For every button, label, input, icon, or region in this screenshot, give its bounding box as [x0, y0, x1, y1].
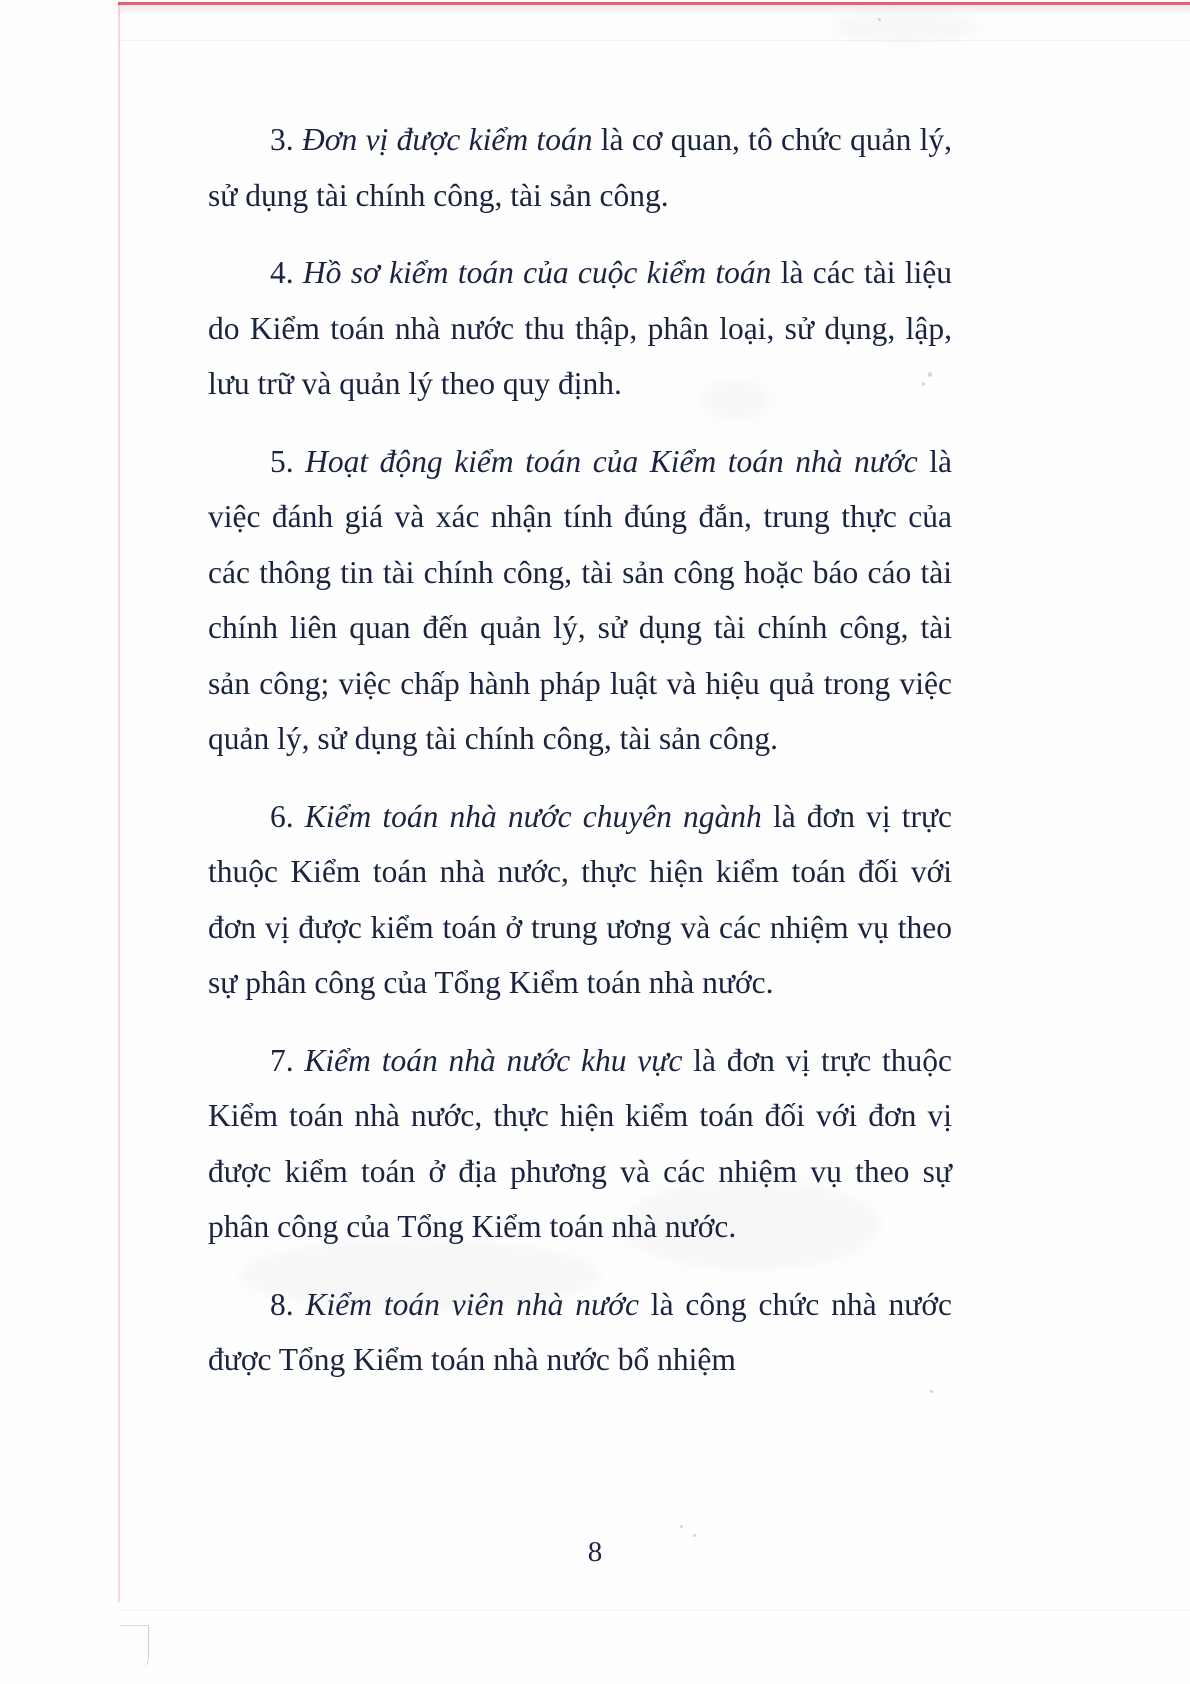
- scan-stripe: [118, 40, 1190, 41]
- scan-stripe: [118, 1610, 1190, 1611]
- clause-number: 4.: [270, 255, 294, 290]
- page-number: 8: [587, 1536, 603, 1568]
- clause-body: là các tài liệu do Kiểm toán nhà nước thu thập, phân loại, sử dụng, lập, lưu trữ và quản lý theo quy định.: [208, 255, 952, 401]
- scan-blotch: [830, 12, 980, 42]
- scan-speck: [878, 18, 881, 21]
- clause-number: 3.: [270, 122, 294, 157]
- clause-body: là công chức nhà nước được Tổng Kiểm toán nhà nước bổ nhiệm: [208, 1286, 952, 1377]
- clause-number: 6.: [270, 798, 294, 834]
- paragraph-clause-5: [208, 434, 952, 767]
- paragraph-clause-4: [208, 245, 952, 412]
- defined-term: Kiểm toán nhà nước chuyên ngành: [304, 798, 762, 834]
- paragraph-clause-7: [208, 1033, 952, 1255]
- scan-speck: [930, 1390, 933, 1393]
- clause-body: là cơ quan, tô chức quản lý, sử dụng tài chính công, tài sản công.: [208, 122, 953, 213]
- paragraph-clause-3: [208, 112, 952, 223]
- clause-body: là đơn vị trực thuộc Kiểm toán nhà nước, thực hiện kiểm toán đối với đơn vị được kiểm toán ở địa phương và các nhiệm vụ theo sự phân công của Tổng Kiểm toán nhà nước.: [208, 1042, 953, 1244]
- defined-term: Hoạt động kiểm toán của Kiểm toán nhà nước: [305, 443, 918, 479]
- defined-term: Hồ sơ kiểm toán của cuộc kiểm toán: [302, 255, 772, 290]
- clause-body: là đơn vị trực thuộc Kiểm toán nhà nước, thực hiện kiểm toán đối với đơn vị được kiểm toán ở trung ương và các nhiệm vụ theo sự phân công của Tổng Kiểm toán nhà nước.: [208, 798, 953, 1000]
- page-edge-left-red-line: [118, 2, 120, 1602]
- scan-speck: [680, 1525, 683, 1528]
- defined-term: Đơn vị được kiểm toán: [301, 122, 593, 157]
- clause-body: là việc đánh giá và xác nhận tính đúng đắn, trung thực của các thông tin tài chính công, tài sản công hoặc báo cáo tài chính liên quan đến quản lý, sử dụng tài chính công, tài sản công; việc chấp hành pháp luật và hiệu quả trong việc quản lý, sử dụng tài chính công, tài sản công.: [208, 443, 953, 756]
- paragraph-clause-6: [208, 789, 952, 1011]
- defined-term: Kiểm toán nhà nước khu vực: [304, 1042, 683, 1078]
- page-corner-mark: [120, 1625, 149, 1668]
- clause-number: 5.: [270, 443, 294, 479]
- page-edge-top-shadow: [118, 5, 1190, 15]
- paragraph-clause-8: [208, 1277, 952, 1388]
- defined-term: Kiểm toán viên nhà nước: [305, 1286, 639, 1322]
- document-body-text: [208, 112, 952, 1388]
- clause-number: 8.: [270, 1286, 294, 1322]
- clause-number: 7.: [270, 1042, 294, 1078]
